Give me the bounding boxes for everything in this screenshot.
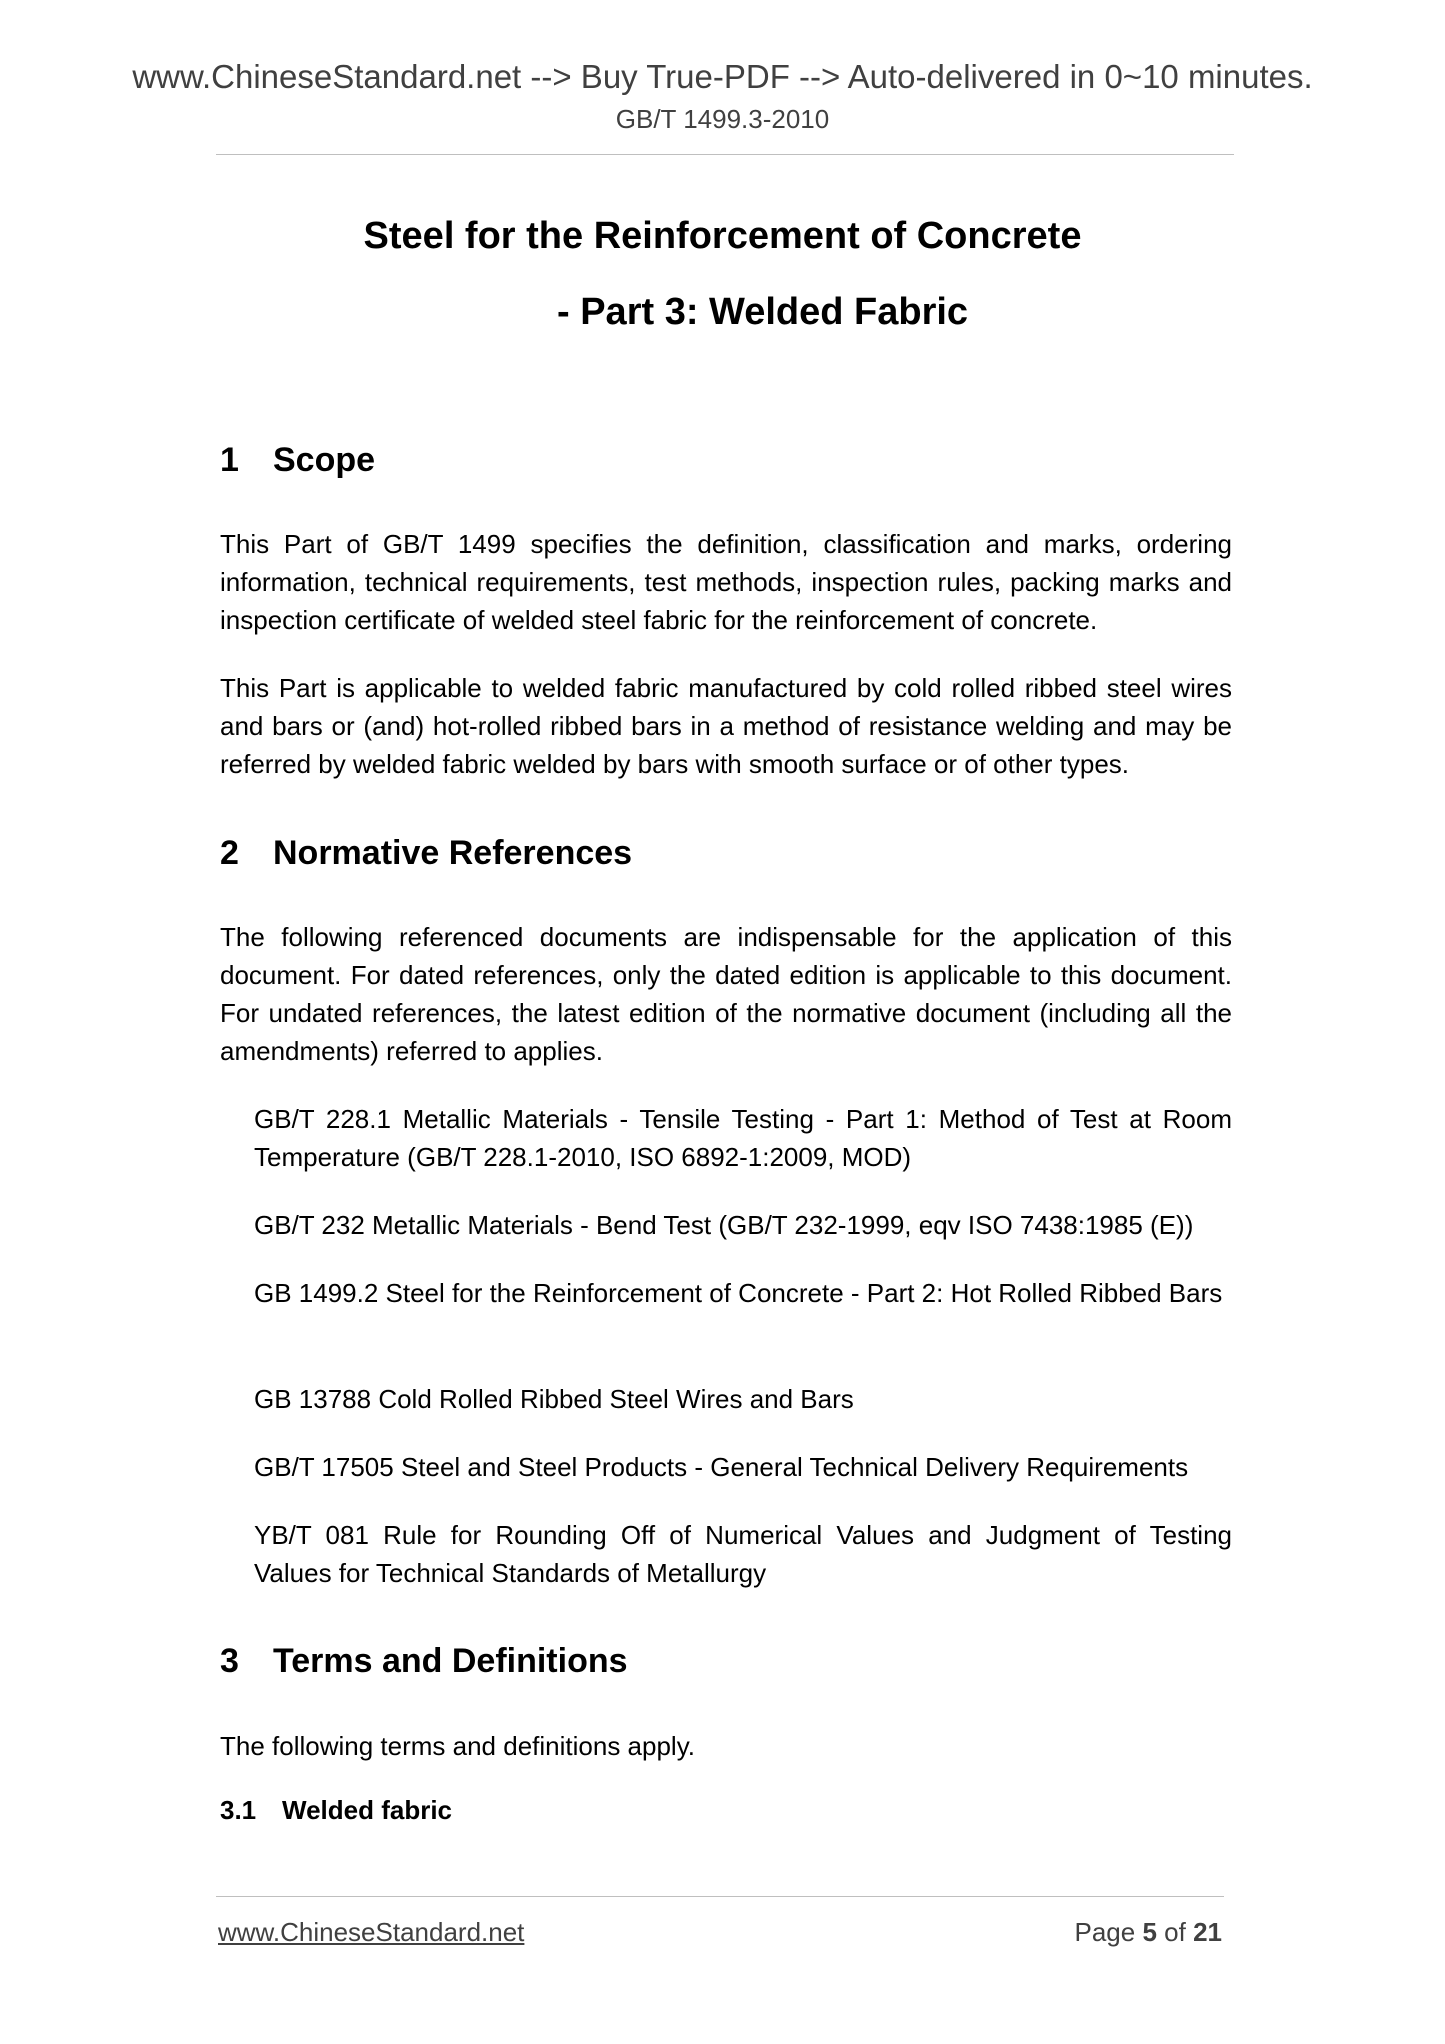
subsection-heading-welded-fabric bbox=[220, 1794, 452, 1826]
page-label: Page bbox=[1074, 1917, 1136, 1947]
scope-paragraph-2: This Part is applicable to welded fabric manufactured by cold rolled ribbed steel wires and bars or (and) hot-rolled ribbed bars in a method of resistance welding and may be referred by welded fabric welded by bars with smooth surface or of other types. bbox=[220, 673, 1232, 779]
subsection-number: 3.1 bbox=[220, 1795, 257, 1825]
reference-item: GB/T 232 Metallic Materials - Bend Test (GB/T 232-1999, eqv ISO 7438:1985 (E)) bbox=[254, 1210, 1194, 1240]
document-subtitle: - Part 3: Welded Fabric bbox=[557, 291, 969, 333]
scope-paragraph-1: This Part of GB/T 1499 specifies the definition, classification and marks, ordering information, technical requirements, test methods, inspection rules, packing marks and inspection certificate of welded steel fabric for the reinforcement of concrete. bbox=[220, 529, 1232, 635]
header-banner: www.ChineseStandard.net --> Buy True-PDF --> Auto-delivered in 0~10 minutes. bbox=[132, 58, 1313, 95]
footer-divider bbox=[216, 1896, 1224, 1897]
reference-item: GB/T 17505 Steel and Steel Products - General Technical Delivery Requirements bbox=[254, 1452, 1189, 1482]
section-heading-terms bbox=[220, 1641, 628, 1681]
reference-item: YB/T 081 Rule for Rounding Off of Numerical Values and Judgment of Testing Values for Technical Standards of Metallurgy bbox=[254, 1520, 1232, 1588]
document-title: Steel for the Reinforcement of Concrete bbox=[363, 215, 1082, 257]
section-title: Normative References bbox=[273, 834, 633, 872]
section-number: 2 bbox=[220, 834, 239, 872]
normative-intro: The following referenced documents are indispensable for the application of this document. For dated references, only the dated edition is applicable to this document. For undated references, the latest edition of the normative document (including all the amendments) referred to applies. bbox=[220, 922, 1232, 1066]
reference-item: GB/T 228.1 Metallic Materials - Tensile Testing - Part 1: Method of Test at Room Temperature (GB/T 228.1-2010, ISO 6892-1:2009, MOD) bbox=[254, 1104, 1232, 1172]
terms-intro: The following terms and definitions apply. bbox=[220, 1731, 695, 1761]
standard-number: GB/T 1499.3-2010 bbox=[615, 104, 830, 134]
section-number: 3 bbox=[220, 1642, 239, 1680]
section-number: 1 bbox=[220, 441, 239, 479]
reference-item: GB 1499.2 Steel for the Reinforcement of Concrete - Part 2: Hot Rolled Ribbed Bars bbox=[254, 1278, 1223, 1308]
section-heading-normative-references bbox=[220, 833, 632, 873]
page-total: 21 bbox=[1193, 1917, 1222, 1947]
header-divider bbox=[216, 154, 1234, 155]
reference-item: GB 13788 Cold Rolled Ribbed Steel Wires and Bars bbox=[254, 1384, 854, 1414]
section-heading-scope bbox=[220, 440, 375, 480]
page-indicator bbox=[1000, 1916, 1222, 1948]
section-title: Scope bbox=[273, 441, 376, 479]
section-title: Terms and Definitions bbox=[273, 1642, 628, 1680]
footer-website-link[interactable]: www.ChineseStandard.net bbox=[218, 1917, 525, 1947]
subsection-title: Welded fabric bbox=[282, 1795, 453, 1825]
page-current: 5 bbox=[1142, 1917, 1157, 1947]
page-of-label: of bbox=[1164, 1917, 1186, 1947]
